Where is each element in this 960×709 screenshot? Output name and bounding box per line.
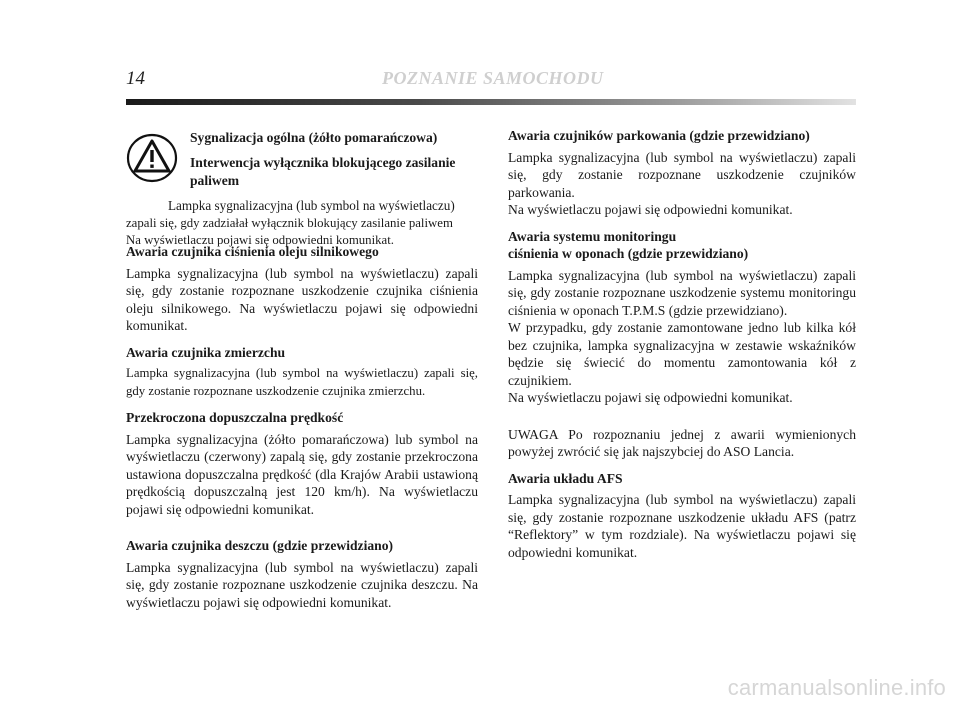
notice-section xyxy=(508,426,856,461)
warning-title: Sygnalizacja ogólna (żółto pomarańczowa) xyxy=(190,130,438,145)
header-rule xyxy=(126,99,856,105)
section-body: Lampka sygnalizacyjna (lub symbol na wyświetlaczu) zapali się, gdy zostanie rozpoznane uszkodzenie układu AFS (patrz “Reflektory” w tym rozdziale). Na wyświetlaczu pojawi się odpowiedni komunikat. xyxy=(508,492,856,560)
page-number: 14 xyxy=(126,68,145,89)
page-header xyxy=(126,68,856,92)
tpms-section xyxy=(508,228,856,407)
warning-body-rest: zapali się, gdy zadziałał wyłącznik blokujący zasilanie paliwem Na wyświetlaczu pojawi się odpowiedni komunikat. xyxy=(126,215,453,247)
dusk-sensor-section xyxy=(126,344,478,401)
section-heading: Awaria systemu monitoringu ciśnienia w oponach (gdzie przewidziano) xyxy=(508,228,749,261)
warning-subtitle: Interwencja wyłącznika blokującego zasilanie paliwem xyxy=(190,155,456,188)
section-heading: Awaria układu AFS xyxy=(508,470,623,486)
section-heading: Przekroczona dopuszczalna prędkość xyxy=(126,410,344,425)
rain-sensor-section xyxy=(126,537,478,611)
chapter-title: POZNANIE SAMOCHODU xyxy=(382,68,604,88)
notice-body: UWAGA Po rozpoznaniu jednej z awarii wymienionych powyżej zwrócić się jak najszybciej do ASO Lancia. xyxy=(508,426,856,459)
section-heading: Awaria czujnika deszczu (gdzie przewidziano) xyxy=(126,538,394,553)
section-body: Lampka sygnalizacyjna (lub symbol na wyświetlaczu) zapali się, gdy zostanie rozpoznane uszkodzenie czujnika deszczu. Na wyświetlaczu pojawi się odpowiedni komunikat. xyxy=(126,559,478,610)
section-heading: Awaria czujnika ciśnienia oleju silnikowego xyxy=(126,244,379,259)
warning-body-first-line: Lampka sygnalizacyjna (lub symbol na wyświetlaczu) xyxy=(168,198,455,213)
section-heading: Awaria czujnika zmierzchu xyxy=(126,344,286,360)
warning-triangle-icon xyxy=(126,133,178,183)
section-body: Lampka sygnalizacyjna (lub symbol na wyświetlaczu) zapali się, gdy zostanie rozpoznane uszkodzenie czujnika zmierzchu. xyxy=(126,366,478,398)
section-heading: Awaria czujników parkowania (gdzie przewidziano) xyxy=(508,128,810,143)
parking-sensors-section xyxy=(508,127,856,219)
left-column xyxy=(126,127,478,620)
speed-limit-section xyxy=(126,409,478,518)
section-body: Lampka sygnalizacyjna (żółto pomarańczowa) lub symbol na wyświetlaczu (czerwony) zapalą się, gdy zostanie przekroczona ustawiona dopuszczalna prędkość (dla Krajów Arabii ustawioną prędkością dopuszczalną jest 120 km/h). Na wyświetlaczu pojawi się odpowiedni komunikat. xyxy=(126,431,478,517)
right-column xyxy=(508,127,856,570)
section-body: Lampka sygnalizacyjna (lub symbol na wyświetlaczu) zapali się, gdy zostanie rozpoznane uszkodzenie czujnika ciśnienia oleju silnikowego. Na wyświetlaczu pojawi się odpowiedni komunikat. xyxy=(126,265,478,333)
oil-pressure-sensor-section xyxy=(126,243,478,335)
general-warning-section xyxy=(126,127,478,247)
section-body: Lampka sygnalizacyjna (lub symbol na wyświetlaczu) zapali się, gdy zostanie rozpoznane uszkodzenie czujników parkowania. Na wyświetlaczu pojawi się odpowiedni komunikat. xyxy=(508,149,856,217)
section-body: Lampka sygnalizacyjna (lub symbol na wyświetlaczu) zapali się, gdy zostanie rozpoznane uszkodzenie systemu monitoringu ciśnienia w oponach T.P.M.S (gdzie przewidziano). W przypadku, gdy zostanie zamontowane jedno lub kilka kół bez czujnika, lampka sygnalizacyjna w zestawie wskaźników będzie się świecić do momentu zamontowania kół z czujnikiem. Na wyświetlaczu pojawi się odpowiedni komunikat. xyxy=(508,267,856,405)
afs-section xyxy=(508,470,856,562)
watermark: carmanualsonline.info xyxy=(727,675,946,700)
warning-body xyxy=(126,197,478,250)
